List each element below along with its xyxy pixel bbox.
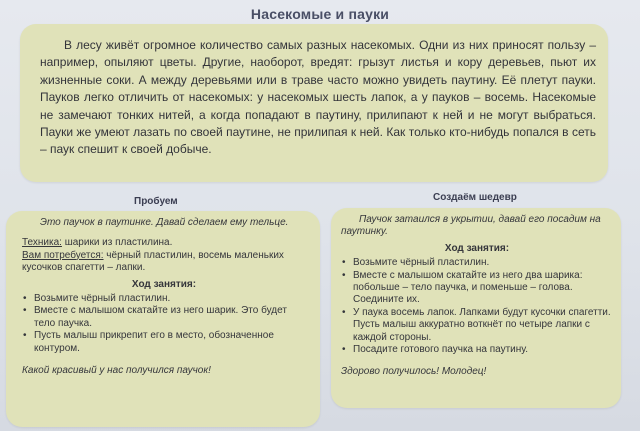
list-item: • Вместе с малышом скатайте из него два шарика: побольше – тело паучка, и поменьше – голова. Соедините их. xyxy=(341,270,613,307)
left-activity-panel xyxy=(6,211,320,427)
main-text: В лесу живёт огромное количество самых разных насекомых. Одни из них приносят пользу – например, опыляют цветы. Другие, наоборот, вредят: грызут листья и кору деревьев, пьют их жизненные соки. А между деревьями или в траве часто можно увидеть паутину. Её плетут пауки. Пауков легко отличить от насекомых: у насекомых шесть лапок, а у пауков – восемь. Насекомые не замечают тонких нитей, а когда попадают в паутину, прилипают к ней и не могут выбраться. Пауки же умеют лазать по своей паутине, не прилипая к ней. Как только кто-нибудь попался в сеть – паук спешит к своей добыче. xyxy=(40,38,596,157)
main-text-panel xyxy=(20,24,608,182)
technique-label: Техника: xyxy=(22,237,62,249)
needs-value: чёрный пластилин, восемь маленьких кусочков спагетти – лапки. xyxy=(22,249,284,274)
list-item: • Вместе с малышом скатайте из него шарик. Это будет тело паучка. xyxy=(22,305,306,330)
list-item: • Возьмите чёрный пластилин. xyxy=(22,293,306,305)
technique-value: шарики из пластилина. xyxy=(61,237,173,249)
right-intro: Паучок затаился в укрытии, давай его посадим на паутинку. xyxy=(341,214,601,238)
right-closing: Здорово получилось! Молодец! xyxy=(341,366,487,378)
list-item: • Возьмите чёрный пластилин. xyxy=(341,257,613,269)
needs-line xyxy=(22,250,306,275)
left-activity-content xyxy=(22,217,306,377)
left-intro: Это паучок в паутинке. Давай сделаем ему тельце. xyxy=(40,217,289,228)
right-steps-list xyxy=(341,257,613,356)
left-steps-title: Ход занятия: xyxy=(131,278,197,290)
left-closing: Какой красивый у нас получился паучок! xyxy=(22,365,211,377)
list-item: • У паука восемь лапок. Лапками будут кусочки спагетти. Пусть малыш аккуратно воткнёт по четыре лапки с каждой стороны. xyxy=(341,307,613,344)
page-title: Насекомые и пауки xyxy=(250,6,390,22)
right-steps-title: Ход занятия: xyxy=(444,242,510,254)
list-item: • Посадите готового паучка на паутину. xyxy=(341,344,613,356)
technique-line xyxy=(22,237,306,249)
left-section-title: Пробуем xyxy=(134,196,178,207)
right-section-title: Создаём шедевр xyxy=(433,192,517,203)
needs-label: Вам потребуется: xyxy=(22,249,104,261)
right-activity-content xyxy=(341,214,613,379)
right-activity-panel xyxy=(331,208,621,408)
list-item: • Пусть малыш прикрепит его в место, обозначенное контуром. xyxy=(22,330,306,355)
left-steps-list xyxy=(22,293,306,355)
